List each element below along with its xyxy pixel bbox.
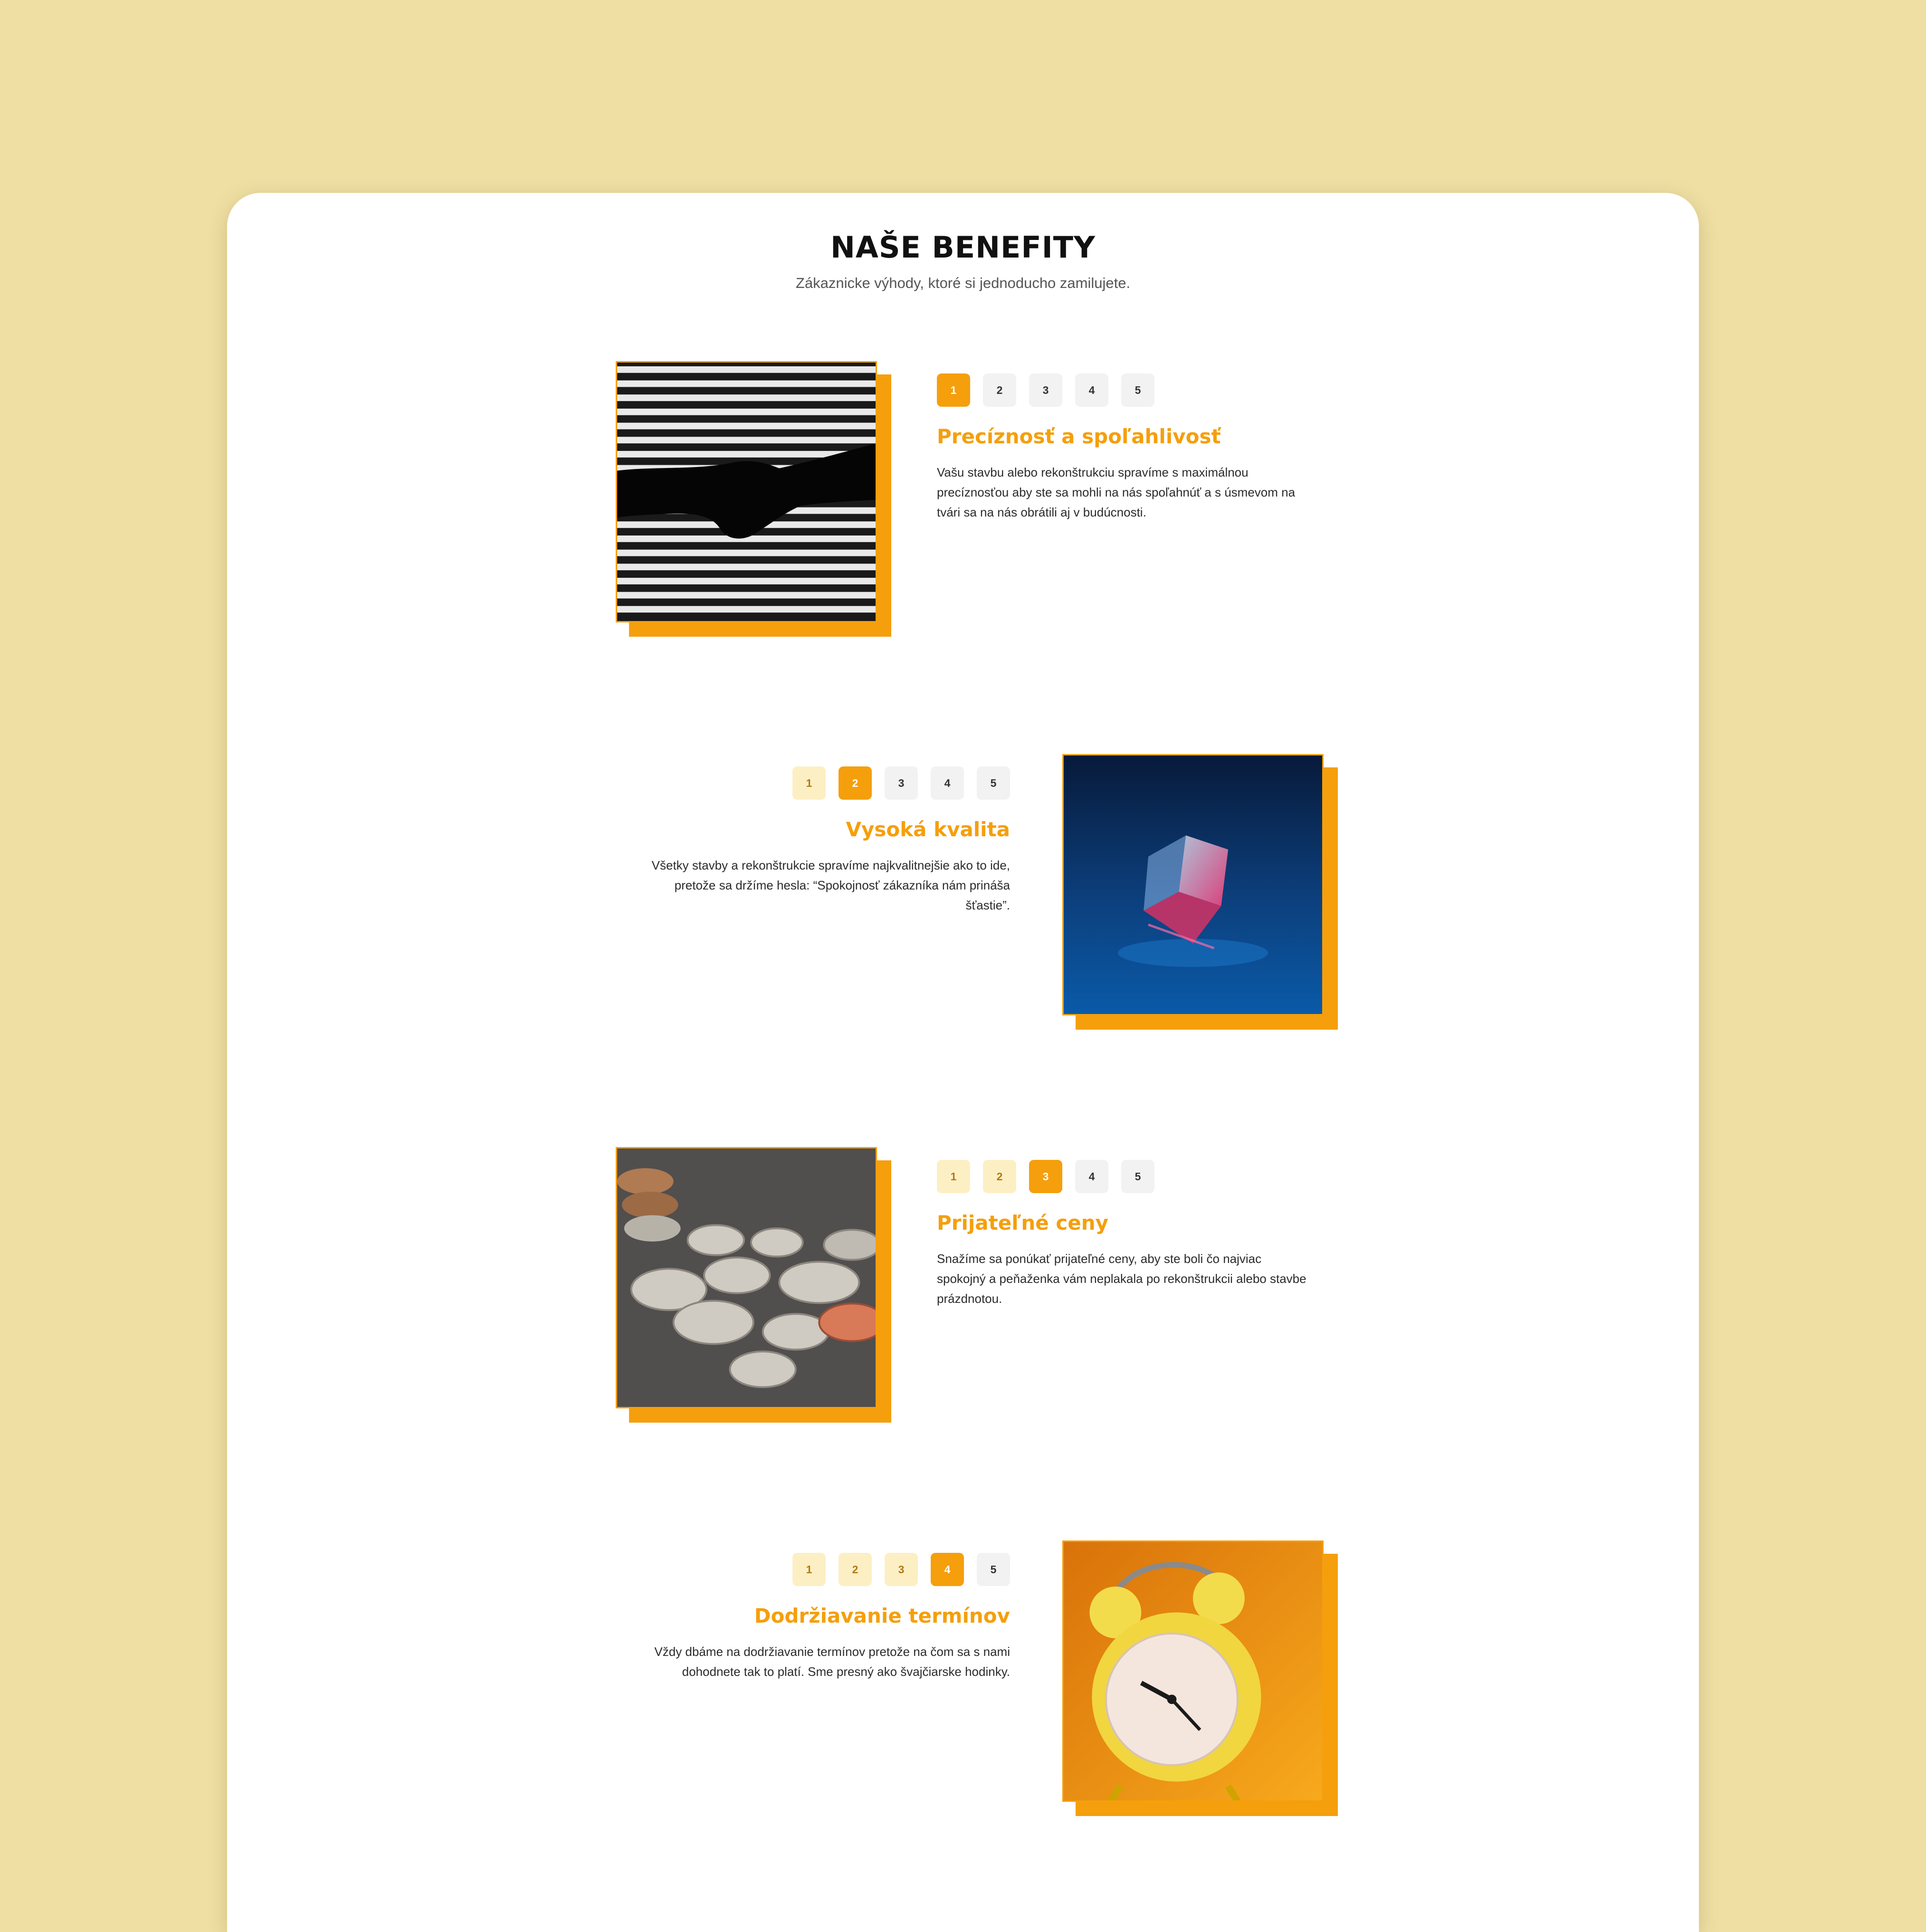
section-subtitle: Zákaznicke výhody, ktoré si jednoducho zamilujete.: [795, 275, 1131, 291]
benefit-description: Všetky stavby a rekonštrukcie spravíme najkvalitnejšie ako to ide, pretože sa držíme hesla: “Spokojnosť zákazníka nám prináša šťastie”.: [651, 858, 1010, 912]
tab-4[interactable]: 4: [1075, 373, 1108, 407]
tab-2[interactable]: 2: [839, 766, 872, 800]
benefit-text-col-4: [639, 1553, 1010, 1682]
tab-1[interactable]: 1: [937, 1160, 970, 1193]
handshake-photo: [616, 361, 877, 622]
section-title: NAŠE BENEFITY: [830, 230, 1096, 265]
tab-1[interactable]: 1: [937, 373, 970, 407]
tab-4[interactable]: 4: [931, 766, 964, 800]
benefit-tabs-1: [937, 373, 1307, 407]
tab-3[interactable]: 3: [1029, 1160, 1062, 1193]
glass-cube-photo: [1062, 754, 1324, 1015]
benefit-image-3: [616, 1147, 878, 1409]
benefit-title: Vysoká kvalita: [846, 818, 1010, 841]
tab-5[interactable]: 5: [1121, 373, 1154, 407]
benefit-title: Dodržiavanie termínov: [754, 1604, 1010, 1627]
benefits-card: [227, 193, 1699, 1932]
benefit-title: Prijateľné ceny: [937, 1211, 1108, 1234]
coins-photo: [616, 1147, 877, 1408]
tab-5[interactable]: 5: [1121, 1160, 1154, 1193]
benefit-tabs-3: [937, 1160, 1307, 1193]
benefit-image-4: [1062, 1540, 1325, 1803]
tab-4[interactable]: 4: [1075, 1160, 1108, 1193]
tab-3[interactable]: 3: [885, 1553, 918, 1586]
benefit-title: Precíznosť a spoľahlivosť: [937, 425, 1221, 448]
benefit-text-col-1: [937, 373, 1307, 522]
benefit-description: Vždy dbáme na dodržiavanie termínov pretože na čom sa s nami dohodnete tak to platí. Sme presný ako švajčiarske hodinky.: [654, 1645, 1010, 1679]
tab-5[interactable]: 5: [977, 1553, 1010, 1586]
benefit-image-1: [616, 361, 878, 623]
benefit-text-col-2: [639, 766, 1010, 915]
alarm-clock-photo: [1062, 1540, 1324, 1802]
tab-3[interactable]: 3: [885, 766, 918, 800]
tab-4[interactable]: 4: [931, 1553, 964, 1586]
tab-2[interactable]: 2: [983, 1160, 1016, 1193]
benefit-text-col-3: [937, 1160, 1307, 1309]
tab-2[interactable]: 2: [839, 1553, 872, 1586]
tab-2[interactable]: 2: [983, 373, 1016, 407]
benefit-tabs-2: [639, 766, 1010, 800]
benefit-image-2: [1062, 754, 1325, 1016]
tab-1[interactable]: 1: [792, 1553, 826, 1586]
benefit-tabs-4: [639, 1553, 1010, 1586]
tab-3[interactable]: 3: [1029, 373, 1062, 407]
benefit-description: Snažíme sa ponúkať prijateľné ceny, aby ste boli čo najviac spokojný a peňaženka vám neplakala po rekonštrukcii alebo stavbe prázdnotou.: [937, 1252, 1306, 1306]
benefit-description: Vašu stavbu alebo rekonštrukciu spravíme s maximálnou precíznosťou aby ste sa mohli na nás spoľahnúť a s úsmevom na tvári sa na nás obrátili aj v budúcnosti.: [937, 465, 1296, 519]
tab-5[interactable]: 5: [977, 766, 1010, 800]
tab-1[interactable]: 1: [792, 766, 826, 800]
